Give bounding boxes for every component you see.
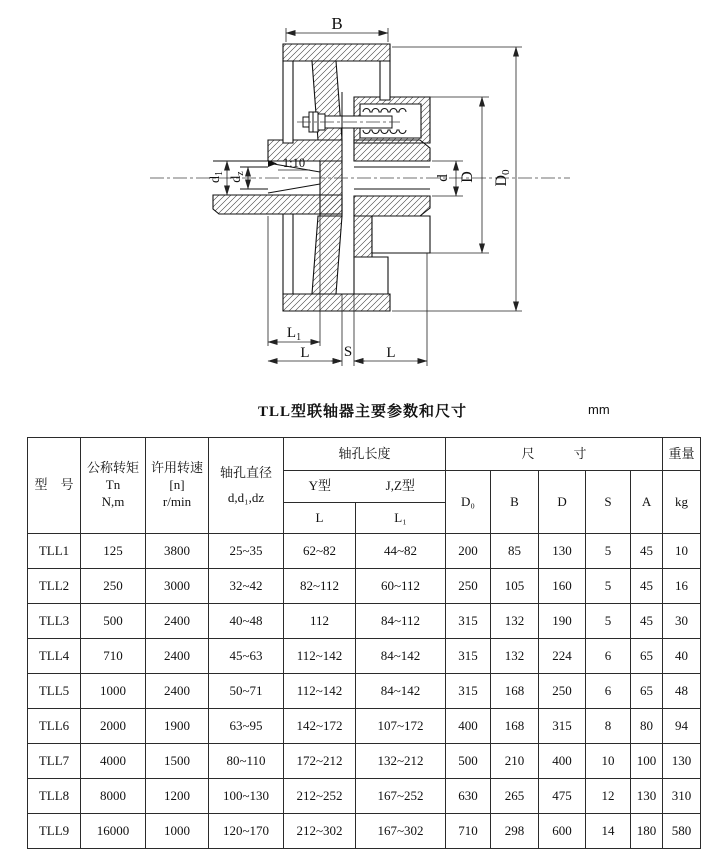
cell-S: 14	[586, 814, 631, 849]
table-row	[28, 744, 701, 779]
cell-A: 80	[631, 709, 663, 744]
cell-B: 132	[491, 639, 539, 674]
cell-model: TLL2	[28, 569, 81, 604]
cell-speed: 3000	[146, 569, 209, 604]
cell-speed: 2400	[146, 674, 209, 709]
col-header-S: S	[586, 471, 631, 534]
cell-bore: 50~71	[209, 674, 284, 709]
cell-torque: 16000	[81, 814, 146, 849]
taper-label: 1:10	[282, 156, 306, 170]
dim-label-S: S	[343, 344, 353, 360]
cell-torque: 125	[81, 534, 146, 569]
col-header-A: A	[631, 471, 663, 534]
flange-right-foot	[354, 257, 388, 294]
cell-B: 168	[491, 709, 539, 744]
dim-label-L-right: L	[386, 345, 396, 361]
cell-speed: 2400	[146, 604, 209, 639]
cell-model: TLL9	[28, 814, 81, 849]
cell-bore: 80~110	[209, 744, 284, 779]
dim-label-d1: $d_1$	[208, 171, 225, 183]
cell-D0: 250	[446, 569, 491, 604]
col-header-B: B	[491, 471, 539, 534]
cell-L: 82~112	[284, 569, 356, 604]
cell-L1: 167~252	[356, 779, 446, 814]
speed-line2: [n]	[169, 477, 185, 493]
cell-D0: 500	[446, 744, 491, 779]
cell-L1: 84~142	[356, 674, 446, 709]
cell-torque: 500	[81, 604, 146, 639]
cell-D0: 630	[446, 779, 491, 814]
hub-right-lower	[354, 196, 430, 216]
cell-L: 212~302	[284, 814, 356, 849]
cell-model: TLL8	[28, 779, 81, 814]
cell-bore: 63~95	[209, 709, 284, 744]
cell-D0: 710	[446, 814, 491, 849]
cell-L: 112~142	[284, 674, 356, 709]
col-header-size: 尺 寸	[446, 438, 663, 471]
dim-label-D0: D0	[493, 169, 512, 187]
cell-S: 6	[586, 639, 631, 674]
cell-A: 100	[631, 744, 663, 779]
col-header-torque	[81, 438, 146, 534]
cell-L1: 44~82	[356, 534, 446, 569]
bore-line2: d,d₁,dz	[227, 489, 265, 505]
cell-A: 180	[631, 814, 663, 849]
cell-model: TLL6	[28, 709, 81, 744]
cell-A: 65	[631, 674, 663, 709]
cell-torque: 250	[81, 569, 146, 604]
col-header-hole-length: 轴孔长度	[284, 438, 446, 471]
cell-D: 315	[539, 709, 586, 744]
cell-L: 172~212	[284, 744, 356, 779]
cell-torque: 2000	[81, 709, 146, 744]
cell-D: 190	[539, 604, 586, 639]
speed-line3: r/min	[162, 493, 192, 509]
web-lower	[312, 216, 342, 294]
cell-B: 85	[491, 534, 539, 569]
cell-kg: 580	[663, 814, 701, 849]
col-header-weight: 重量	[663, 438, 701, 471]
unit-label: mm	[588, 402, 610, 417]
cell-kg: 40	[663, 639, 701, 674]
cell-torque: 8000	[81, 779, 146, 814]
cell-torque: 4000	[81, 744, 146, 779]
cell-model: TLL3	[28, 604, 81, 639]
cell-L: 212~252	[284, 779, 356, 814]
coupling-section-drawing	[0, 0, 725, 396]
dim-label-L-left: L	[300, 345, 310, 361]
cell-D0: 315	[446, 674, 491, 709]
cell-L: 142~172	[284, 709, 356, 744]
dim-label-L1: $L_1$	[286, 325, 302, 343]
table-row	[28, 604, 701, 639]
table-row	[28, 569, 701, 604]
cell-L1: 84~142	[356, 639, 446, 674]
cell-D: 224	[539, 639, 586, 674]
col-header-L1: L₁	[356, 503, 446, 534]
cell-model: TLL4	[28, 639, 81, 674]
cell-D: 130	[539, 534, 586, 569]
taper-line-bottom	[268, 184, 320, 193]
cell-torque: 710	[81, 639, 146, 674]
cell-bore: 32~42	[209, 569, 284, 604]
cell-D0: 315	[446, 639, 491, 674]
rim-wall-left-lower	[283, 214, 293, 294]
table-row	[28, 674, 701, 709]
cell-A: 45	[631, 534, 663, 569]
dim-label-dz: $d_z$	[229, 171, 246, 183]
col-header-y-type: Y型	[308, 478, 331, 494]
table-row	[28, 779, 701, 814]
cell-D: 250	[539, 674, 586, 709]
rim-wall-right-upper	[380, 61, 390, 100]
outline-pieces	[283, 61, 430, 294]
cell-L1: 107~172	[356, 709, 446, 744]
cell-D0: 315	[446, 604, 491, 639]
cell-B: 132	[491, 604, 539, 639]
table-row	[28, 814, 701, 849]
cell-L1: 60~112	[356, 569, 446, 604]
dim-label-D: D	[459, 171, 476, 183]
parameter-table	[27, 437, 701, 849]
cell-L: 112	[284, 604, 356, 639]
table-row	[28, 534, 701, 569]
table-title: TLL型联轴器主要参数和尺寸	[257, 404, 468, 420]
cell-D0: 200	[446, 534, 491, 569]
col-header-bore-types	[284, 471, 446, 503]
cell-model: TLL5	[28, 674, 81, 709]
cell-S: 10	[586, 744, 631, 779]
cell-speed: 1000	[146, 814, 209, 849]
table-row	[28, 709, 701, 744]
dim-label-d: d	[435, 174, 451, 182]
cell-B: 210	[491, 744, 539, 779]
cell-speed: 2400	[146, 639, 209, 674]
table-row	[28, 639, 701, 674]
torque-line3: N,m	[101, 493, 125, 509]
cell-speed: 1500	[146, 744, 209, 779]
cell-L1: 132~212	[356, 744, 446, 779]
cell-L: 112~142	[284, 639, 356, 674]
hub-left-lower	[213, 195, 342, 214]
cell-D: 400	[539, 744, 586, 779]
col-header-D: D	[539, 471, 586, 534]
cell-bore: 45~63	[209, 639, 284, 674]
cell-B: 298	[491, 814, 539, 849]
cell-kg: 16	[663, 569, 701, 604]
flange-right-lower	[354, 216, 372, 257]
cell-D: 475	[539, 779, 586, 814]
hub-right-block	[372, 216, 430, 253]
cell-kg: 94	[663, 709, 701, 744]
col-header-speed	[146, 438, 209, 534]
hub-right-upper	[354, 140, 430, 161]
dim-label-B: B	[331, 14, 343, 33]
col-header-L: L	[284, 503, 356, 534]
cell-D: 600	[539, 814, 586, 849]
cell-A: 130	[631, 779, 663, 814]
cell-S: 5	[586, 534, 631, 569]
cell-A: 45	[631, 604, 663, 639]
cell-S: 5	[586, 604, 631, 639]
cell-L1: 167~302	[356, 814, 446, 849]
brake-wheel-rim-top	[283, 44, 390, 61]
torque-line1: 公称转矩	[86, 460, 139, 476]
cell-kg: 30	[663, 604, 701, 639]
cell-B: 265	[491, 779, 539, 814]
col-header-jz-type: J,Z型	[385, 478, 415, 494]
col-header-bore	[209, 438, 284, 534]
bore-line1: 轴孔直径	[219, 464, 272, 480]
cell-bore: 120~170	[209, 814, 284, 849]
cell-S: 12	[586, 779, 631, 814]
col-header-model: 型 号	[28, 438, 81, 534]
cell-kg: 48	[663, 674, 701, 709]
brake-wheel-rim-bottom	[283, 294, 390, 311]
cell-speed: 1900	[146, 709, 209, 744]
cell-D: 160	[539, 569, 586, 604]
cell-model: TLL7	[28, 744, 81, 779]
cell-bore: 40~48	[209, 604, 284, 639]
cell-D0: 400	[446, 709, 491, 744]
cell-kg: 310	[663, 779, 701, 814]
cell-S: 5	[586, 569, 631, 604]
hatched-sections	[213, 44, 430, 311]
cell-model: TLL1	[28, 534, 81, 569]
bolt-shaft	[325, 116, 392, 128]
torque-line2: Tn	[105, 477, 121, 493]
cell-kg: 130	[663, 744, 701, 779]
cell-speed: 3800	[146, 534, 209, 569]
cell-kg: 10	[663, 534, 701, 569]
cell-S: 6	[586, 674, 631, 709]
cell-B: 105	[491, 569, 539, 604]
cell-L: 62~82	[284, 534, 356, 569]
cell-A: 45	[631, 569, 663, 604]
cell-bore: 25~35	[209, 534, 284, 569]
rim-wall-left-upper	[283, 61, 293, 143]
cell-L1: 84~112	[356, 604, 446, 639]
col-header-kg: kg	[663, 471, 701, 534]
col-header-D0: D₀	[446, 471, 491, 534]
speed-line1: 许用转速	[150, 460, 203, 476]
cell-torque: 1000	[81, 674, 146, 709]
cell-S: 8	[586, 709, 631, 744]
cell-speed: 1200	[146, 779, 209, 814]
cell-A: 65	[631, 639, 663, 674]
cell-B: 168	[491, 674, 539, 709]
cell-bore: 100~130	[209, 779, 284, 814]
table-body	[28, 534, 701, 849]
